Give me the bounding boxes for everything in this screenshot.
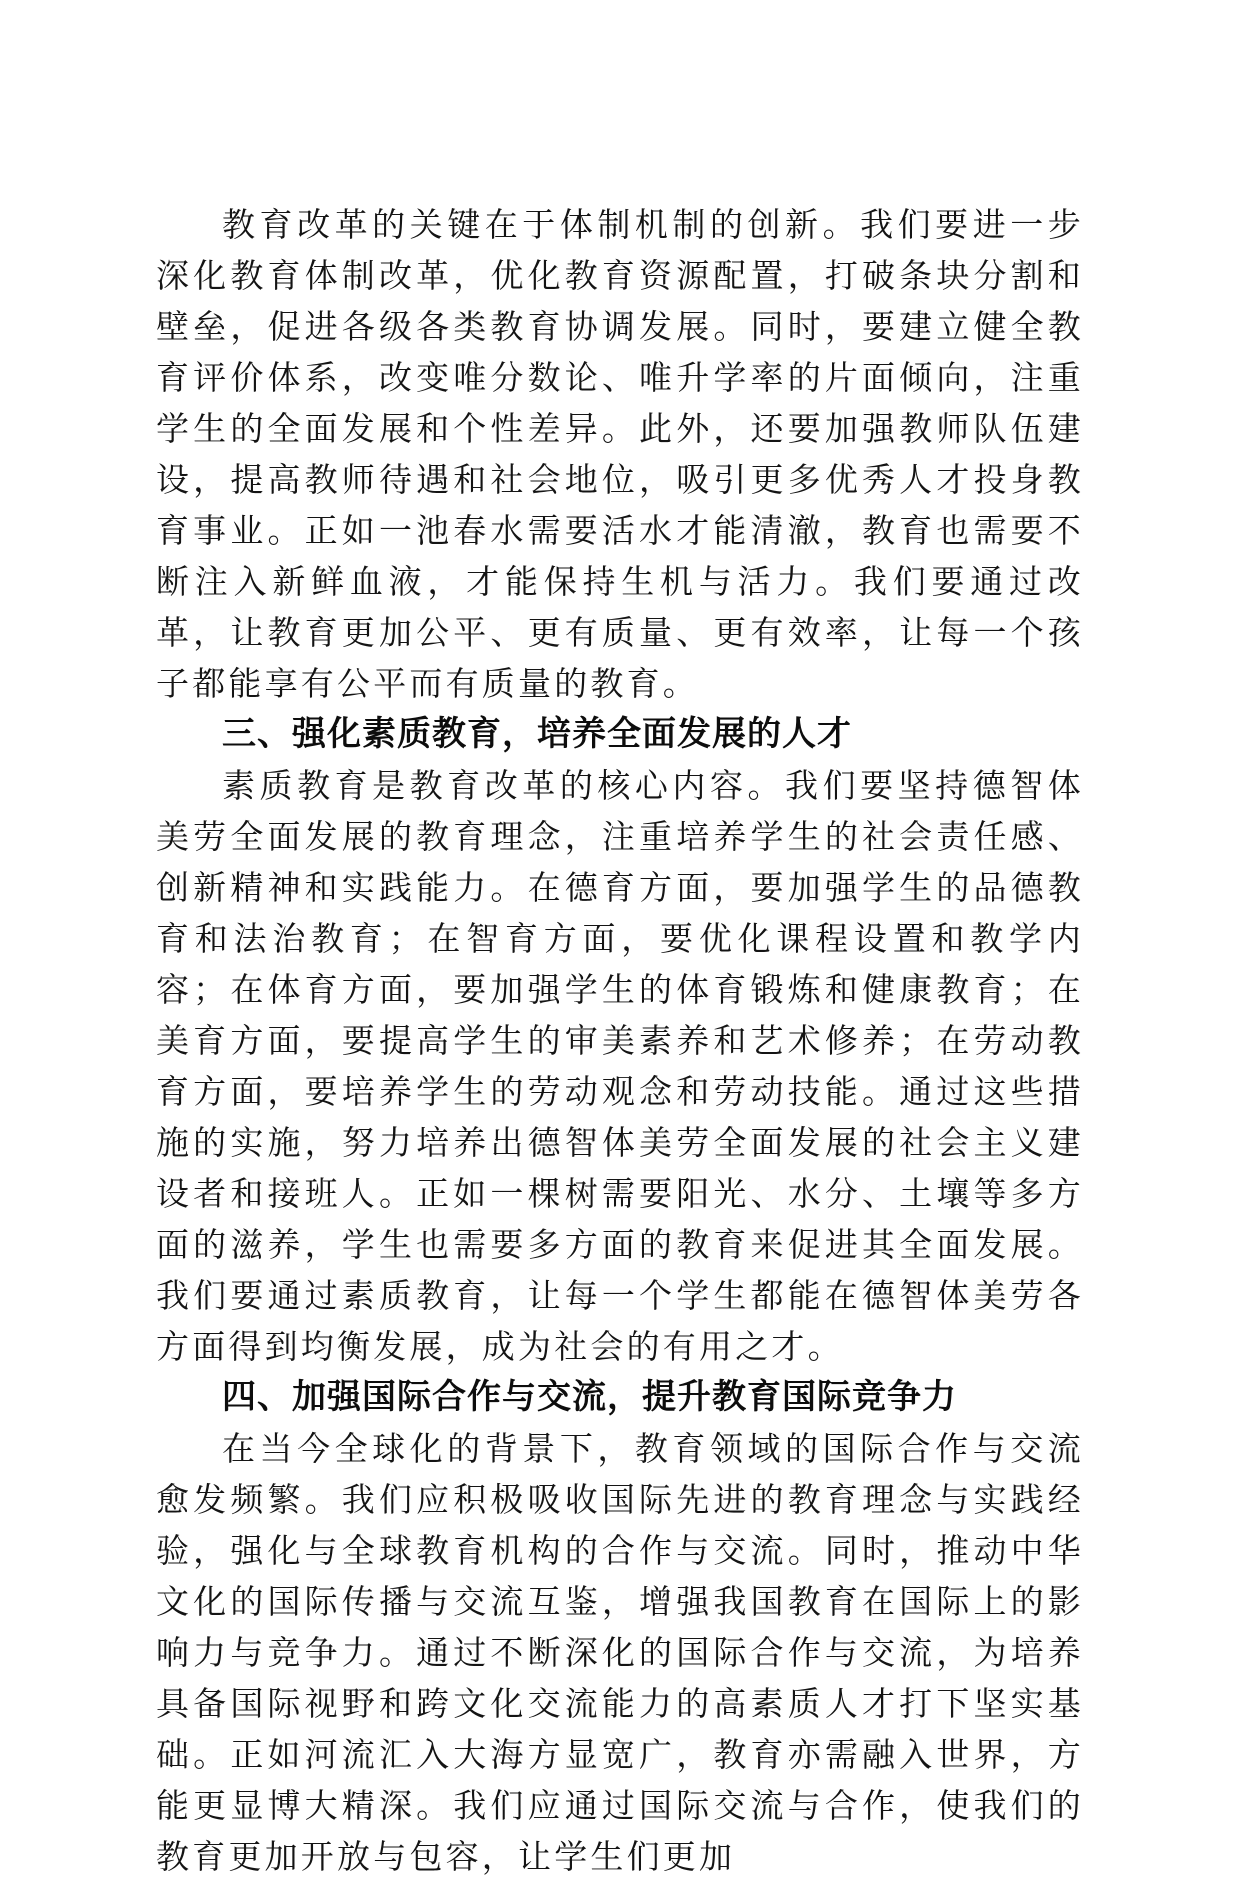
paragraph-quality-education: 素质教育是教育改革的核心内容。我们要坚持德智体美劳全面发展的教育理念，注重培养学生的社会责任感、创新精神和实践能力。在德育方面，要加强学生的品德教育和法治教育；在智育方面，要优化课程设置和教学内容；在体育方面，要加强学生的体育锻炼和健康教育；在美育方面，要提高学生的审美素养和艺术修养；在劳动教育方面，要培养学生的劳动观念和劳动技能。通过这些措施的实施，努力培养出德智体美劳全面发展的社会主义建设者和接班人。正如一棵树需要阳光、水分、土壤等多方面的滋养，学生也需要多方面的教育来促进其全面发展。我们要通过素质教育，让每一个学生都能在德智体美劳各方面得到均衡发展，成为社会的有用之才。 — [156, 766, 1084, 1366]
section-heading-quality-education: 三、强化素质教育，培养全面发展的人才 — [222, 714, 852, 754]
paragraph-international-cooperation: 在当今全球化的背景下，教育领域的国际合作与交流愈发频繁。我们应积极吸收国际先进的教育理念与实践经验，强化与全球教育机构的合作与交流。同时，推动中华文化的国际传播与交流互鉴，增强我国教育在国际上的影响力与竞争力。通过不断深化的国际合作与交流，为培养具备国际视野和跨文化交流能力的高素质人才打下坚实基础。正如河流汇入大海方显宽广，教育亦需融入世界，方能更显博大精深。我们应通过国际交流与合作，使我们的教育更加开放与包容，让学生们更加 — [156, 1429, 1084, 1876]
paragraph-education-reform: 教育改革的关键在于体制机制的创新。我们要进一步深化教育体制改革，优化教育资源配置，打破条块分割和壁垒，促进各级各类教育协调发展。同时，要建立健全教育评价体系，改变唯分数论、唯升学率的片面倾向，注重学生的全面发展和个性差异。此外，还要加强教师队伍建设，提高教师待遇和社会地位，吸引更多优秀人才投身教育事业。正如一池春水需要活水才能清澈，教育也需要不断注入新鲜血液，才能保持生机与活力。我们要通过改革，让教育更加公平、更有质量、更有效率，让每一个孩子都能享有公平而有质量的教育。 — [156, 205, 1084, 703]
document-body — [156, 199, 1084, 1882]
section-heading-international-cooperation: 四、加强国际合作与交流，提升教育国际竞争力 — [222, 1377, 957, 1417]
